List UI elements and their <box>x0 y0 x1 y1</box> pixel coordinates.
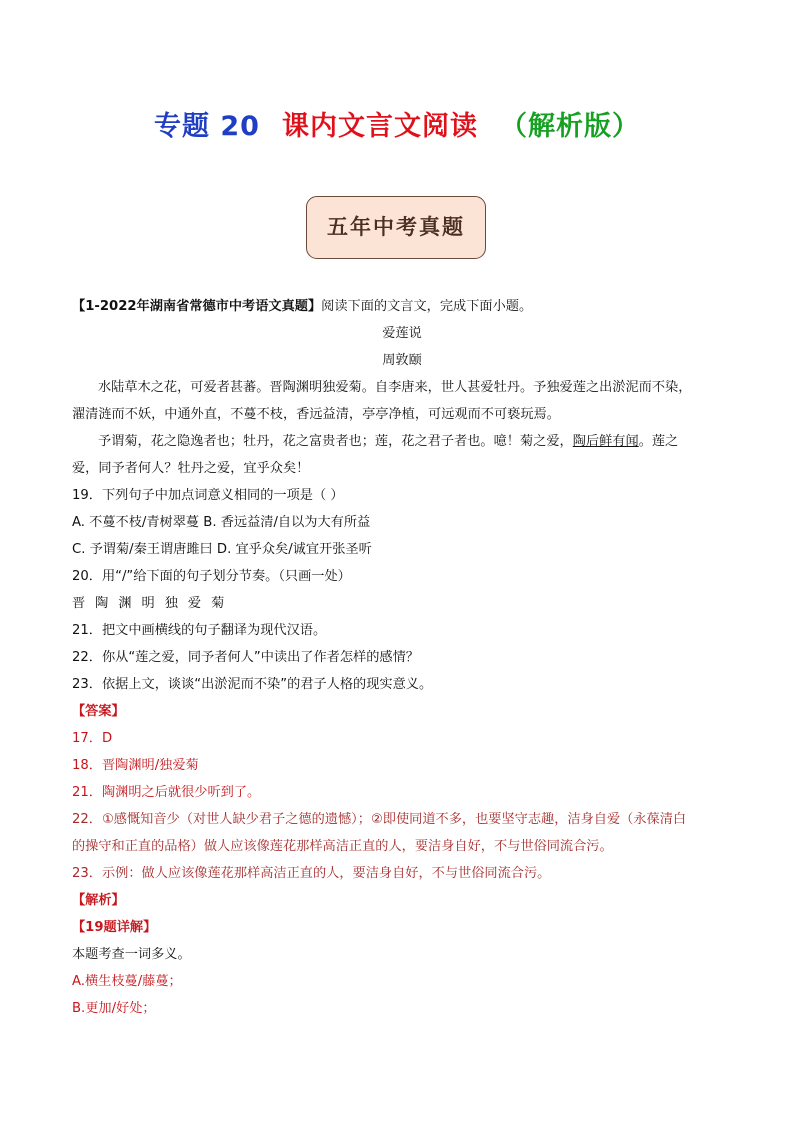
answer-label: 【答案】 <box>72 704 125 719</box>
passage-title: 爱莲说 <box>382 326 422 341</box>
title-topic-number: 专题 20 <box>154 111 260 142</box>
title-topic-name: 课内文言文阅读 <box>281 111 478 142</box>
question-20-sentence: 晋陶渊明独爱菊 <box>72 596 235 611</box>
passage-paragraph-1: 水陆草木之花，可爱者甚蕃。晋陶渊明独爱菊。自李唐来，世人甚爱牡丹。予独爱莲之出淤泥而不染， <box>98 380 692 395</box>
analysis-19-intro: 本题考查一词多义。 <box>72 947 191 962</box>
question-header: 【1-2022年湖南省常德市中考语文真题】阅读下面的文言文，完成下面小题。 <box>72 299 533 314</box>
answer-17: 17．D <box>72 731 113 746</box>
question-21: 21．把文中画横线的句子翻译为现代汉语。 <box>72 623 327 638</box>
answer-22: 22．①感慨知音少（对世人缺少君子之德的遗憾）；②即使同道不多，也要坚守志趣，洁身自爱（永葆清白 <box>72 812 687 827</box>
underlined-sentence: 陶后鲜有闻 <box>572 434 639 449</box>
title-edition: （解析版） <box>499 111 640 142</box>
question-19-options-cd: C. 予谓菊/秦王谓唐雎曰 D. 宜乎众矣/诚宜开张圣听 <box>72 542 372 557</box>
passage-paragraph-2-cont: 爱，同予者何人？牡丹之爱，宜乎众矣！ <box>72 461 310 476</box>
question-19: 19．下列句子中加点词意义相同的一项是（ ） <box>72 488 344 503</box>
answer-23: 23．示例：做人应该像莲花那样高洁正直的人，要洁身自好，不与世俗同流合污。 <box>72 866 551 881</box>
question-source: 1-2022年湖南省常德市中考语文真题 <box>85 299 308 314</box>
passage-paragraph-2: 予谓菊，花之隐逸者也；牡丹，花之富贵者也；莲，花之君子者也。噫！菊之爱，陶后鲜有闻。莲之 <box>98 434 679 449</box>
question-23: 23．依据上文，谈谈“出淤泥而不染”的君子人格的现实意义。 <box>72 677 433 692</box>
answer-18: 18．晋陶渊明/独爱菊 <box>72 758 199 773</box>
question-instruction: 阅读下面的文言文，完成下面小题。 <box>321 299 533 314</box>
passage-author: 周敦颐 <box>382 353 422 368</box>
page-title <box>0 104 794 143</box>
question-20: 20．用“/”给下面的句子划分节奏。（只画一处） <box>72 569 351 584</box>
question-22: 22．你从“莲之爱，同予者何人”中读出了作者怎样的感情？ <box>72 650 419 665</box>
section-badge: 五年中考真题 <box>306 196 486 259</box>
analysis-19-item-b: B.更加/好处； <box>72 1001 156 1016</box>
answer-21: 21．陶渊明之后就很少听到了。 <box>72 785 261 800</box>
answer-22-cont: 的操守和正直的品格）做人应该像莲花那样高洁正直的人，要洁身自好，不与世俗同流合污。 <box>72 839 613 854</box>
question-19-options-ab: A. 不蔓不枝/青树翠蔓 B. 香远益清/自以为大有所益 <box>72 515 371 530</box>
analysis-label: 【解析】 <box>72 893 125 908</box>
analysis-19-label: 【19题详解】 <box>72 920 157 935</box>
document-body <box>72 293 732 1022</box>
analysis-19-item-a: A.横生枝蔓/藤蔓； <box>72 974 182 989</box>
passage-paragraph-1-cont: 濯清涟而不妖，中通外直，不蔓不枝，香远益清，亭亭净植，可远观而不可亵玩焉。 <box>72 407 560 422</box>
